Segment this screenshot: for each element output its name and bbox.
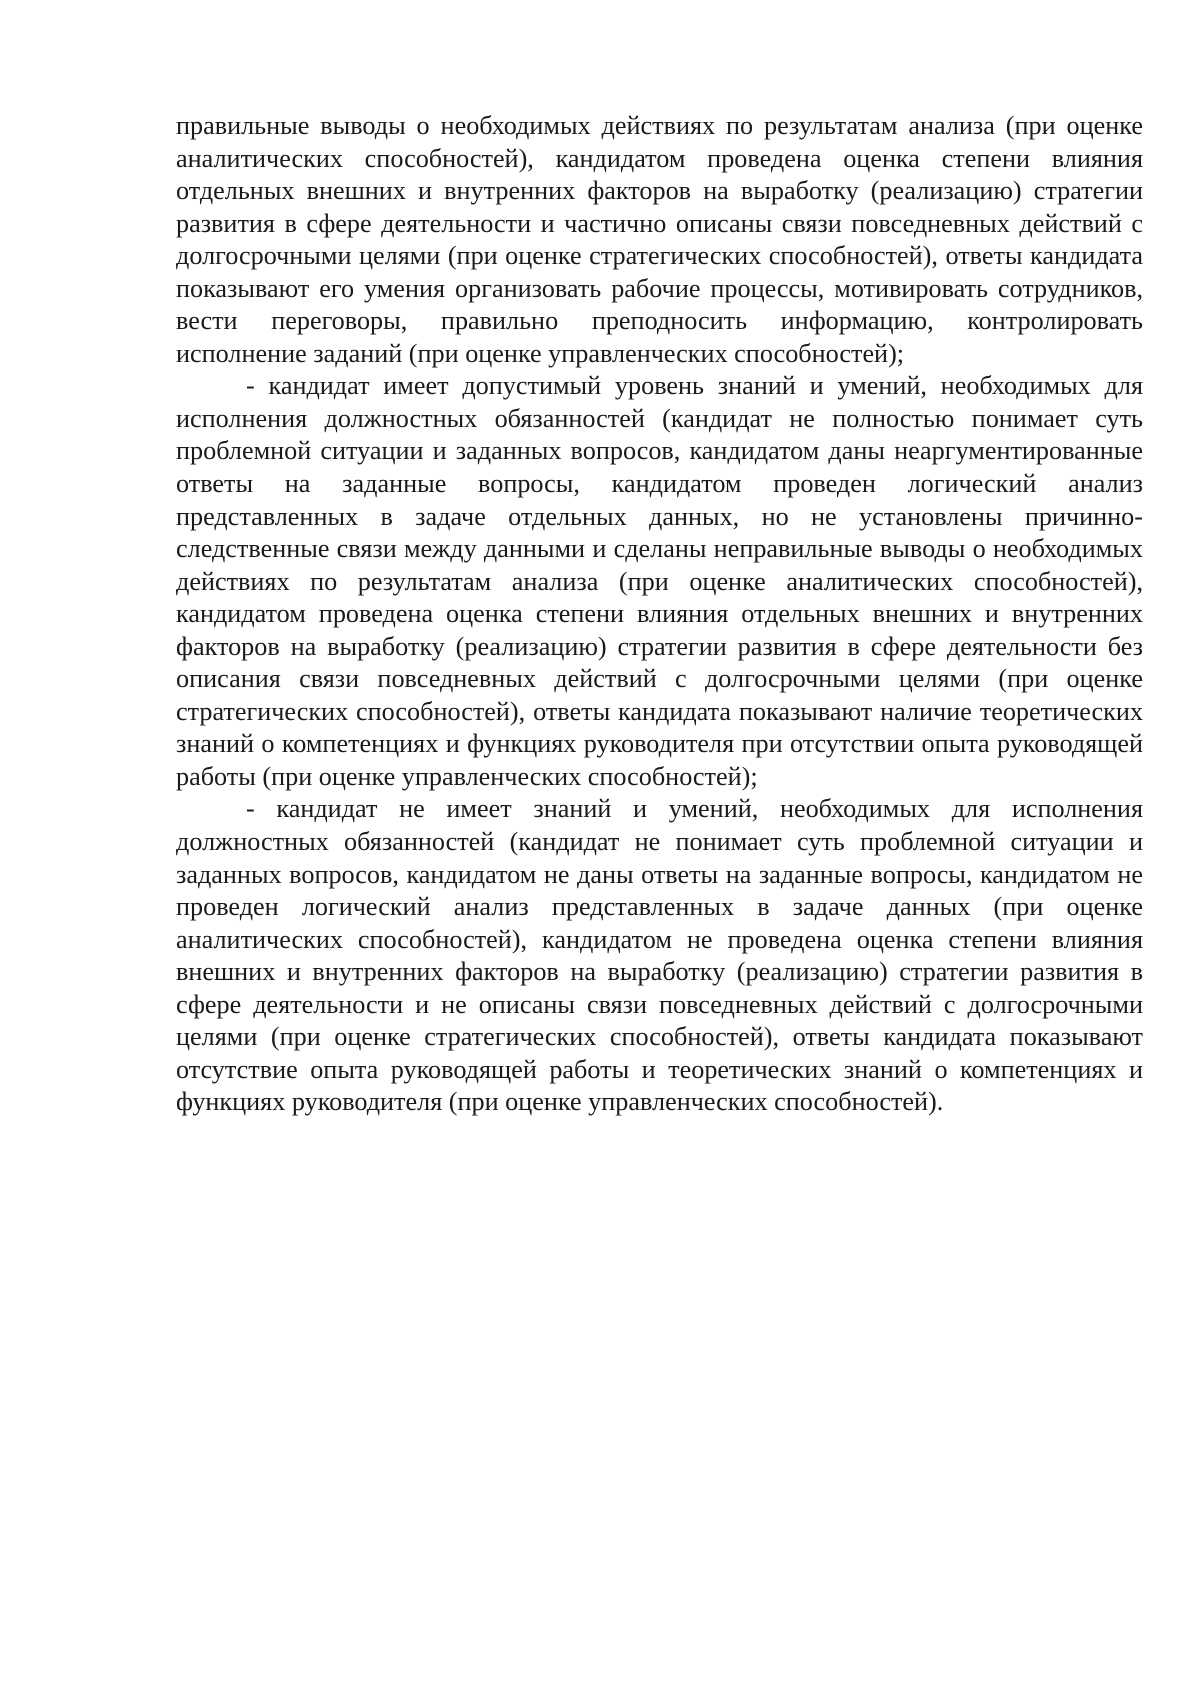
document-body (176, 110, 1143, 1119)
paragraph-acceptable-level: - кандидат имеет допустимый уровень знаний и умений, необходимых для исполнения должностных обязанностей (кандидат не полностью понимает суть проблемной ситуации и заданных вопросов, кандидатом даны неаргументированные ответы на заданные вопросы, кандидатом проведен логический анализ представленных в задаче отдельных данных, но не установлены причинно-следственные связи между данными и сделаны неправильные выводы о необходимых действиях по результатам анализа (при оценке аналитических способностей), кандидатом проведена оценка степени влияния отдельных внешних и внутренних факторов на выработку (реализацию) стратегии развития в сфере деятельности без описания связи повседневных действий с долгосрочными целями (при оценке стратегических способностей), ответы кандидата показывают наличие теоретических знаний о компетенциях и функциях руководителя при отсутствии опыта руководящей работы (при оценке управленческих способностей); (176, 371, 1143, 791)
paragraph-no-knowledge: - кандидат не имеет знаний и умений, необходимых для исполнения должностных обязанностей (кандидат не понимает суть проблемной ситуации и заданных вопросов, кандидатом не даны ответы на заданные вопросы, кандидатом не проведен логический анализ представленных в задаче данных (при оценке аналитических способностей), кандидатом не проведена оценка степени влияния внешних и внутренних факторов на выработку (реализацию) стратегии развития в сфере деятельности и не описаны связи повседневных действий с долгосрочными целями (при оценке стратегических способностей), ответы кандидата показывают отсутствие опыта руководящей работы и теоретических знаний о компетенциях и функциях руководителя (при оценке управленческих способностей). (176, 794, 1143, 1117)
paragraph-continuation: правильные выводы о необходимых действиях по результатам анализа (при оценке аналитических способностей), кандидатом проведена оценка степени влияния отдельных внешних и внутренних факторов на выработку (реализацию) стратегии развития в сфере деятельности и частично описаны связи повседневных действий с долгосрочными целями (при оценке стратегических способностей), ответы кандидата показывают его умения организовать рабочие процессы, мотивировать сотрудников, вести переговоры, правильно преподносить информацию, контролировать исполнение заданий (при оценке управленческих способностей); (176, 111, 1143, 368)
